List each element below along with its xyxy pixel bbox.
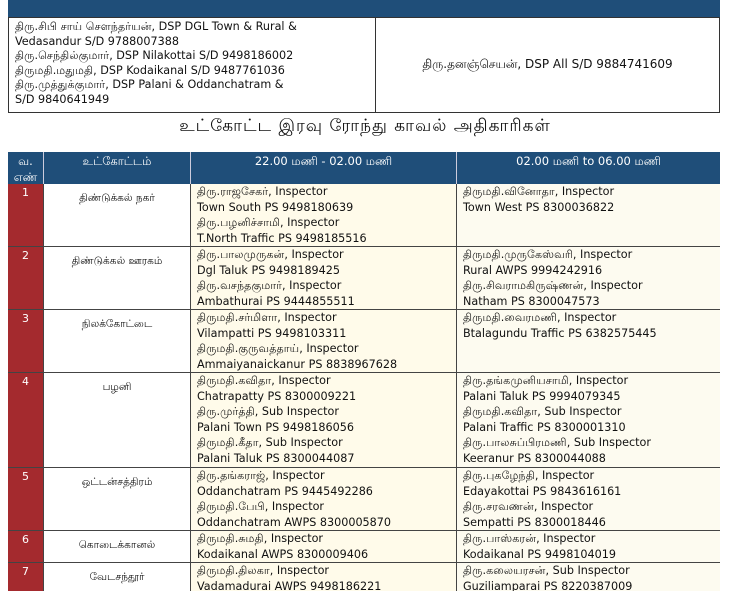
table-body (8, 184, 720, 591)
officer-line: திருமதி.பேபி, Inspector (197, 500, 325, 514)
shift-1-officers (191, 247, 457, 309)
shift-1-officers (191, 563, 457, 591)
division-name: பழனி (44, 373, 191, 467)
officer-line: Town South PS 9498180639 (197, 200, 354, 214)
officer-line: திருமதி.திலகா, Inspector (197, 564, 330, 577)
header-shift-2: 02.00 மணி to 06.00 மணி (516, 154, 661, 168)
table-row (8, 184, 720, 247)
dsp-line: திரு.சிபி சாய் சௌந்தர்யன், DSP DGL Town & Rural & (15, 20, 297, 33)
officer-line: Btalagundu Traffic PS 6382575445 (463, 326, 657, 340)
shift-1-officers (191, 373, 457, 467)
dsp-line: திரு.முத்துக்குமார், DSP Palani & Oddanchatram & (15, 78, 284, 92)
serial-number: 5 (8, 468, 44, 530)
page-title: உட்கோட்ட இரவு ரோந்து காவல் அதிகாரிகள் (179, 116, 551, 136)
table-row (8, 563, 720, 591)
table-row (8, 247, 720, 310)
dsp-left-cell (9, 18, 376, 112)
dsp-line: S/D 9840641949 (15, 92, 110, 106)
division-name: வேடசந்தூர் (44, 563, 191, 591)
officer-line: திரு.முர்த்தி, Sub Inspector (197, 405, 339, 419)
officer-line: திருமதி.கவிதா, Inspector (197, 374, 331, 387)
serial-number: 6 (8, 531, 44, 562)
shift-2-officers (457, 468, 720, 530)
officer-line: திருமதி.சர்மிளா, Inspector (197, 311, 337, 324)
officer-line: Sempatti PS 8300018446 (463, 515, 606, 529)
officer-line: திரு.கலையரசன், Sub Inspector (463, 564, 630, 577)
table-row (8, 531, 720, 563)
shift-1-officers (191, 310, 457, 372)
officer-line: திரு.தங்கராஜ், Inspector (197, 469, 325, 482)
shift-2-officers (457, 247, 720, 309)
officer-line: திரு.சரவணன், Inspector (463, 500, 594, 514)
officer-line: Palani Town PS 9498186056 (197, 420, 354, 434)
officer-line: திருமதி.கீதா, Sub Inspector (197, 436, 343, 450)
officer-line: திரு.ராஜசேகர், Inspector (197, 185, 328, 198)
officer-line: Ambathurai PS 9444855511 (197, 294, 355, 308)
officer-line: Palani Taluk PS 9994079345 (463, 389, 621, 403)
officer-line: Palani Taluk PS 8300044087 (197, 451, 355, 465)
shift-2-officers (457, 184, 720, 246)
officer-line: Vilampatti PS 9498103311 (197, 326, 347, 340)
officer-line: Kodaikanal AWPS 8300009406 (197, 547, 369, 561)
shift-1-officers (191, 184, 457, 246)
officer-line: Chatrapatty PS 8300009221 (197, 389, 357, 403)
serial-number: 3 (8, 310, 44, 372)
officer-line: திரு.பழனிச்சாமி, Inspector (197, 216, 340, 230)
officer-line: திருமதி.சுமதி, Inspector (197, 532, 324, 545)
officer-line: Oddanchatram PS 9445492286 (197, 484, 373, 498)
table-header-row (8, 152, 720, 184)
officer-line: திரு.பாலமுருகன், Inspector (197, 248, 344, 261)
serial-number: 4 (8, 373, 44, 467)
shift-1-officers (191, 531, 457, 562)
dsp-contact-table (8, 17, 720, 113)
officer-line: Vadamadurai AWPS 9498186221 (197, 579, 382, 591)
officer-line: Keeranur PS 8300044088 (463, 451, 606, 465)
officer-line: Town West PS 8300036822 (463, 200, 615, 214)
officer-line: திரு.பாலசுப்பிரமணி, Sub Inspector (463, 436, 651, 450)
officer-line: T.North Traffic PS 9498185516 (197, 231, 367, 245)
serial-number: 1 (8, 184, 44, 246)
division-name: திண்டுக்கல் ஊரகம் (44, 247, 191, 309)
officer-line: Natham PS 8300047573 (463, 294, 600, 308)
division-name: கொடைக்கானல் (44, 531, 191, 562)
officer-line: Kodaikanal PS 9498104019 (463, 547, 617, 561)
table-row (8, 310, 720, 373)
serial-number: 7 (8, 563, 44, 591)
header-shift-1: 22.00 மணி - 02.00 மணி (191, 152, 457, 184)
dsp-line: Vedasandur S/D 9788007388 (15, 34, 179, 48)
officer-line: திரு.வசந்தகுமார், Inspector (197, 279, 342, 293)
officer-line: Palani Traffic PS 8300001310 (463, 420, 626, 434)
officer-line: Guziliamparai PS 8220387009 (463, 579, 633, 591)
dsp-right-cell: திரு.தனஞ்செயன், DSP All S/D 9884741609 (422, 57, 673, 71)
officer-line: திருமதி.குருவத்தாய், Inspector (197, 342, 359, 356)
top-header-bar (8, 0, 720, 17)
officer-line: Ammaiyanaickanur PS 8838967628 (197, 357, 398, 371)
officer-line: திருமதி.முருகேஸ்வரி, Inspector (463, 248, 633, 261)
shift-2-officers (457, 373, 720, 467)
shift-2-officers (457, 310, 720, 372)
officer-line: திருமதி.வினோதா, Inspector (463, 185, 615, 198)
header-serial: வ. எண் (8, 152, 44, 184)
division-name: ஒட்டன்சத்திரம் (44, 468, 191, 530)
officer-line: Dgl Taluk PS 9498189425 (197, 263, 341, 277)
division-name: திண்டுக்கல் நகர் (44, 184, 191, 246)
shift-1-officers (191, 468, 457, 530)
table-row (8, 468, 720, 531)
dsp-line: திரு.செந்தில்குமார், DSP Nilakottai S/D 9498186002 (15, 49, 294, 63)
night-patrol-table (8, 152, 720, 591)
table-row (8, 373, 720, 468)
header-division: உட்கோட்டம் (44, 152, 191, 184)
officer-line: திருமதி.கவிதா, Sub Inspector (463, 405, 622, 419)
officer-line: Oddanchatram AWPS 8300005870 (197, 515, 392, 529)
officer-line: திருமதி.வைரமணி, Inspector (463, 311, 617, 324)
officer-line: திரு.புகழேந்தி, Inspector (463, 469, 595, 482)
officer-line: Edayakottai PS 9843616161 (463, 484, 622, 498)
officer-line: Rural AWPS 9994242916 (463, 263, 603, 277)
shift-2-officers (457, 531, 720, 562)
shift-2-officers (457, 563, 720, 591)
dsp-line: திருமதி.மதுமதி, DSP Kodaikanal S/D 9487761036 (15, 63, 285, 77)
officer-line: திரு.தங்கமுனியசாமி, Inspector (463, 374, 629, 387)
officer-line: திரு.பாஸ்கரன், Inspector (463, 532, 596, 545)
serial-number: 2 (8, 247, 44, 309)
division-name: நிலக்கோட்டை (44, 310, 191, 372)
officer-line: திரு.சிவராமகிருஷ்ணன், Inspector (463, 279, 643, 293)
